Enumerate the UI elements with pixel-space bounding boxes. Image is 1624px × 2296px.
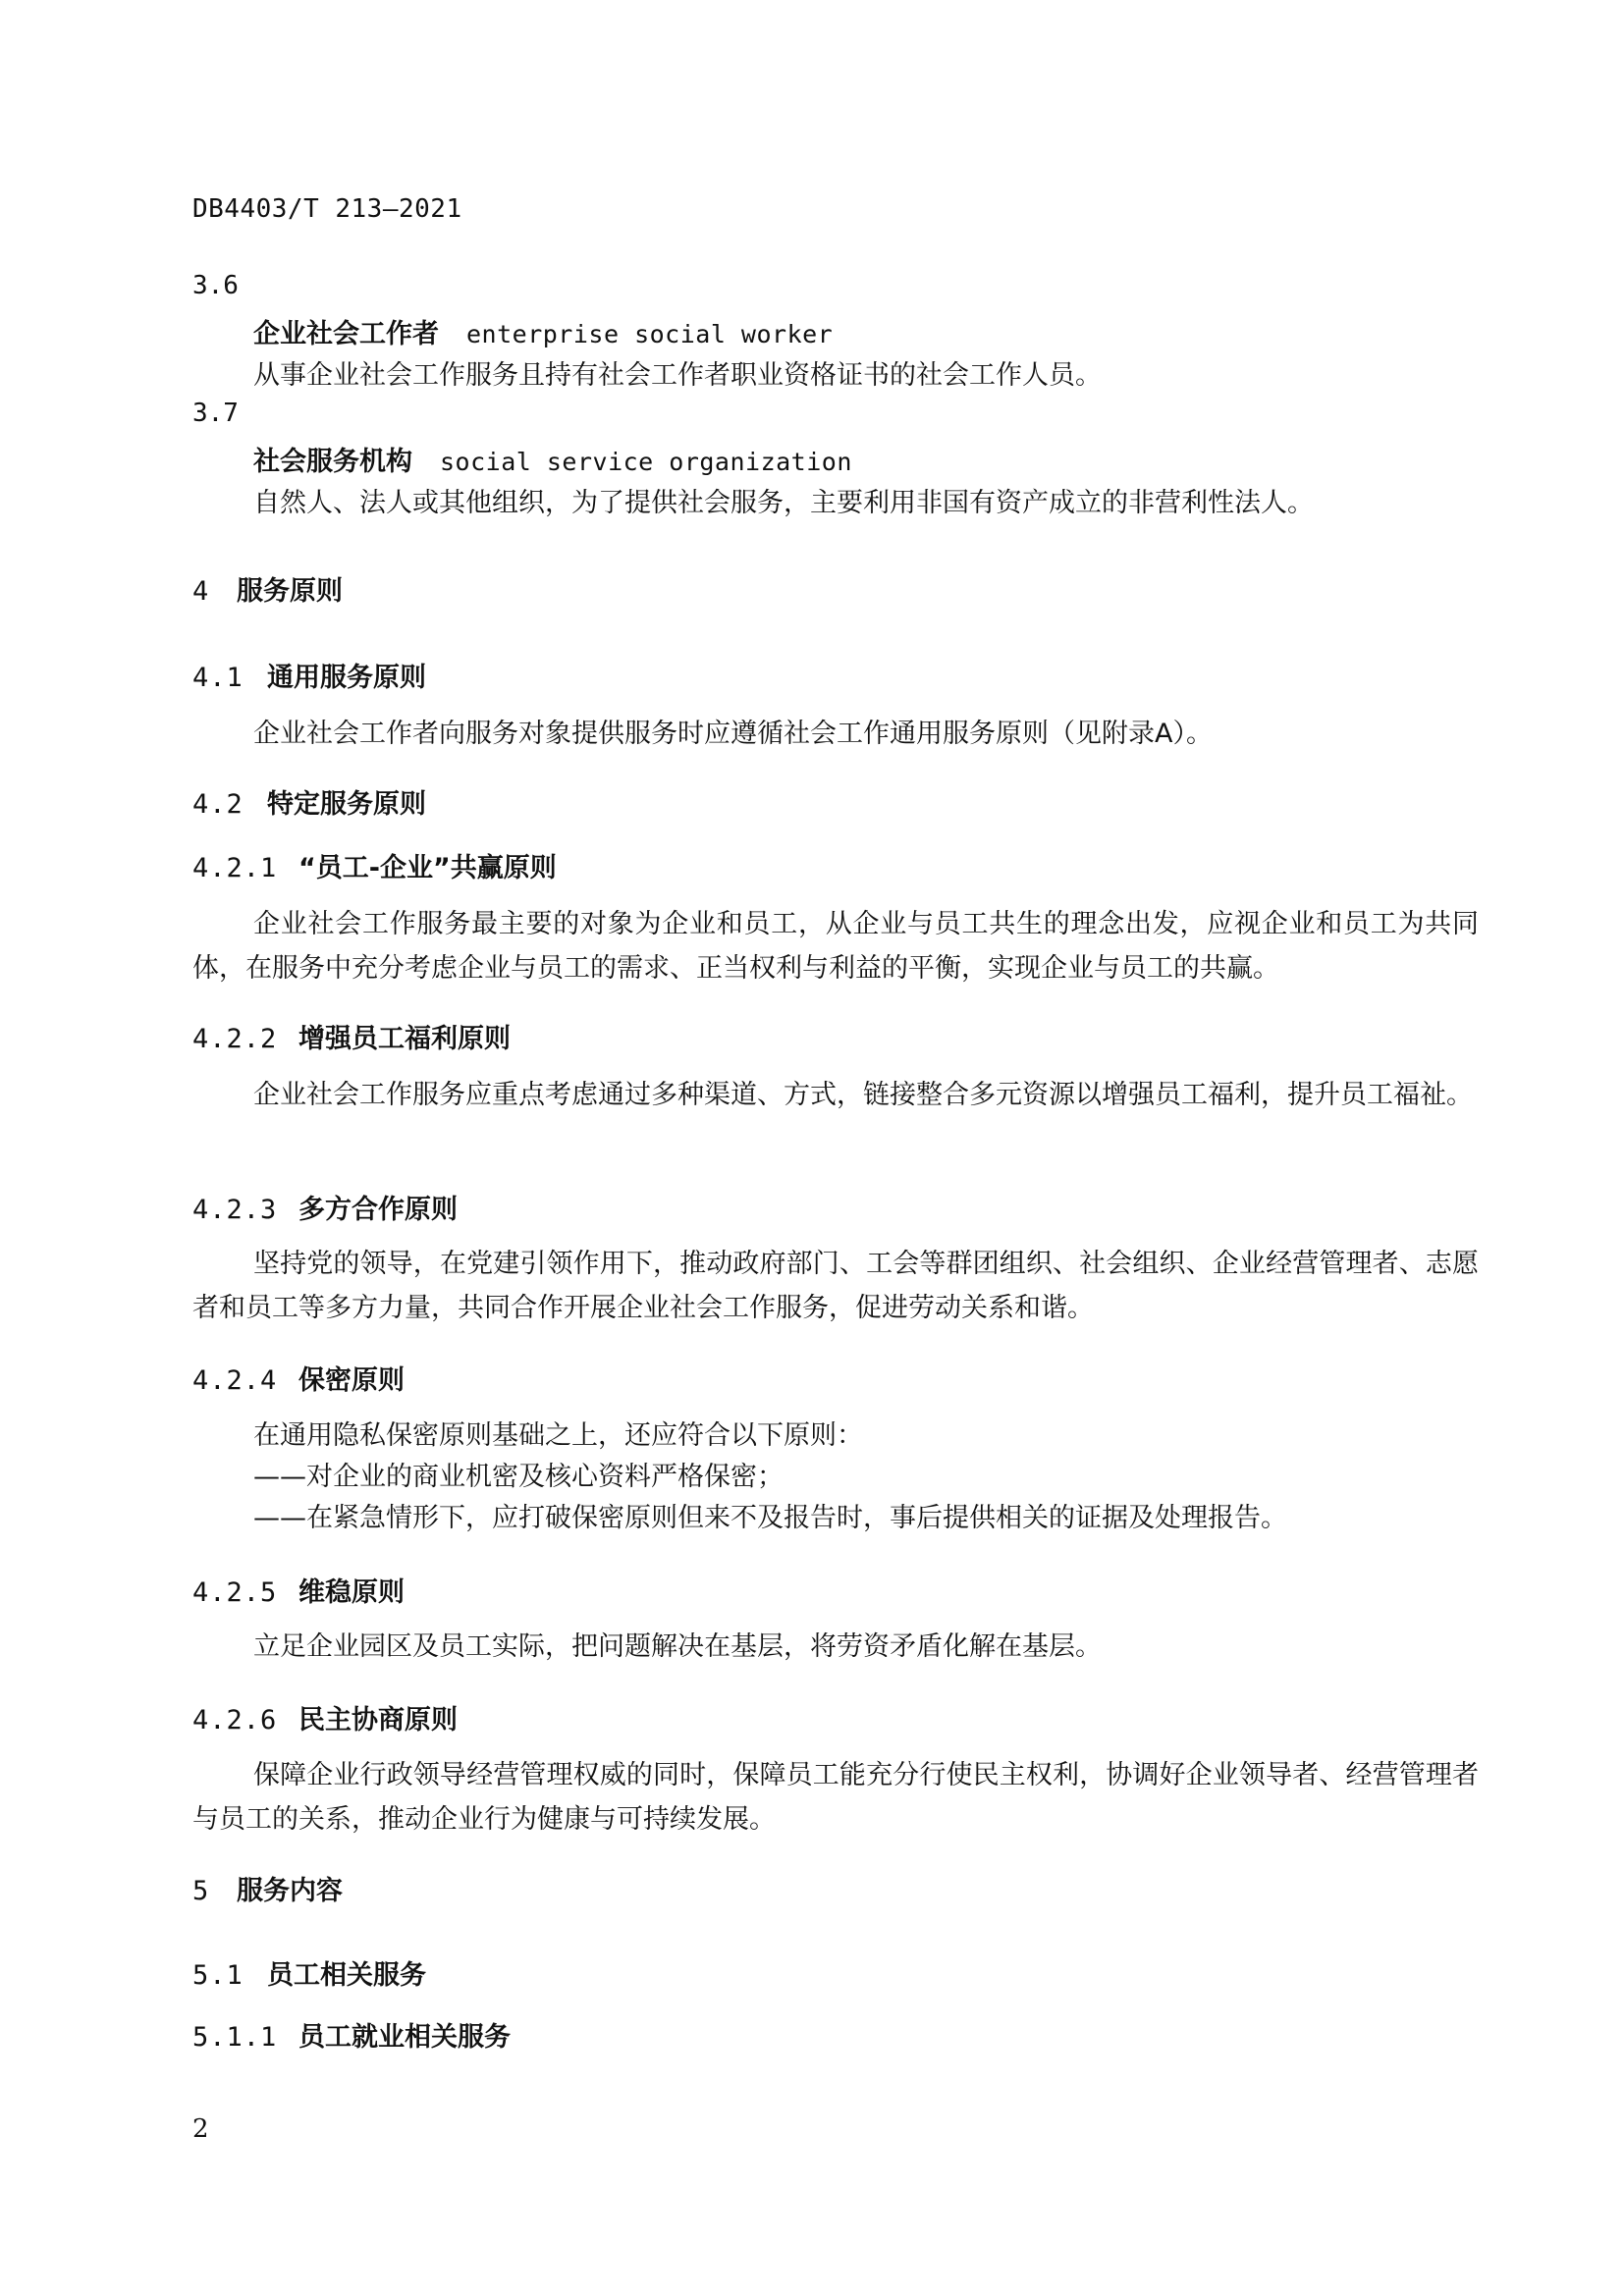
list-item: ——在紧急情形下，应打破保密原则但来不及报告时，事后提供相关的证据及处理报告。 <box>253 1503 1287 1533</box>
section-number: 5.1 <box>192 1960 244 1991</box>
section-number: 4.2.4 <box>192 1365 278 1396</box>
paragraph: 坚持党的领导，在党建引领作用下，推动政府部门、工会等群团组织、社会组织、企业经营管理者、志愿者和员工等多方力量，共同合作开展企业社会工作服务，促进劳动关系和谐。 <box>192 1249 1479 1323</box>
paragraph: 企业社会工作服务最主要的对象为企业和员工，从企业与员工共生的理念出发，应视企业和员工为共同体，在服务中充分考虑企业与员工的需求、正当权利与利益的平衡，实现企业与员工的共赢。 <box>192 909 1479 984</box>
section-heading <box>192 656 426 694</box>
section-title: 通用服务原则 <box>267 663 426 693</box>
section-number: 4.2.5 <box>192 1577 278 1608</box>
section-heading <box>192 1698 458 1736</box>
section-title: 特定服务原则 <box>267 789 426 820</box>
section-number: 4.1 <box>192 663 244 693</box>
term-number: 3.7 <box>192 399 239 428</box>
section-title: 多方合作原则 <box>298 1195 458 1225</box>
section-title: 服务内容 <box>237 1876 343 1906</box>
term-number: 3.6 <box>192 271 239 300</box>
term-entry <box>253 440 852 478</box>
section-heading <box>192 1188 458 1226</box>
section-number: 4 <box>192 576 210 607</box>
paragraph: 立足企业园区及员工实际，把问题解决在基层，将劳资矛盾化解在基层。 <box>253 1631 1102 1662</box>
section-heading <box>192 2015 511 2054</box>
term-entry <box>253 312 833 350</box>
list-item: ——对企业的商业机密及核心资料严格保密； <box>253 1462 784 1492</box>
term-definition: 自然人、法人或其他组织，为了提供社会服务，主要利用非国有资产成立的非营利性法人。 <box>253 488 1314 518</box>
section-number: 4.2 <box>192 789 244 820</box>
section-title: 保密原则 <box>298 1365 405 1396</box>
section-title: 维稳原则 <box>298 1577 405 1608</box>
section-number: 4.2.6 <box>192 1705 278 1735</box>
section-title: “员工-企业”共赢原则 <box>298 853 557 883</box>
paragraph-line: 在通用隐私保密原则基础之上，还应符合以下原则： <box>253 1420 863 1451</box>
section-heading <box>192 1359 405 1397</box>
section-heading <box>192 1953 426 1992</box>
section-heading <box>192 846 557 884</box>
section-number: 4.2.3 <box>192 1195 278 1225</box>
section-heading <box>192 1571 405 1609</box>
term-chinese: 企业社会工作者 <box>253 319 439 349</box>
paragraph: 保障企业行政领导经营管理权威的同时，保障员工能充分行使民主权利，协调好企业领导者、经营管理者与员工的关系，推动企业行为健康与可持续发展。 <box>192 1760 1479 1835</box>
section-title: 员工相关服务 <box>267 1960 426 1991</box>
term-chinese: 社会服务机构 <box>253 447 412 477</box>
section-heading <box>192 782 426 821</box>
section-title: 员工就业相关服务 <box>298 2022 511 2053</box>
section-title: 服务原则 <box>237 576 343 607</box>
section-number: 4.2.1 <box>192 853 278 883</box>
section-title: 民主协商原则 <box>298 1705 458 1735</box>
section-title: 增强员工福利原则 <box>298 1024 511 1054</box>
section-heading <box>192 569 343 608</box>
section-number: 5.1.1 <box>192 2022 278 2053</box>
term-definition: 从事企业社会工作服务且持有社会工作者职业资格证书的社会工作人员。 <box>253 360 1102 391</box>
term-english: enterprise social worker <box>466 320 834 348</box>
section-number: 5 <box>192 1876 210 1906</box>
section-heading <box>192 1869 343 1907</box>
section-number: 4.2.2 <box>192 1024 278 1054</box>
page-number: 2 <box>192 2114 209 2144</box>
document-id: DB4403/T 213—2021 <box>192 194 462 224</box>
term-english: social service organization <box>440 448 852 476</box>
paragraph: 企业社会工作者向服务对象提供服务时应遵循社会工作通用服务原则（见附录A）。 <box>253 719 1213 749</box>
paragraph: 企业社会工作服务应重点考虑通过多种渠道、方式，链接整合多元资源以增强员工福利，提升员工福祉。 <box>253 1080 1473 1110</box>
section-heading <box>192 1017 511 1055</box>
